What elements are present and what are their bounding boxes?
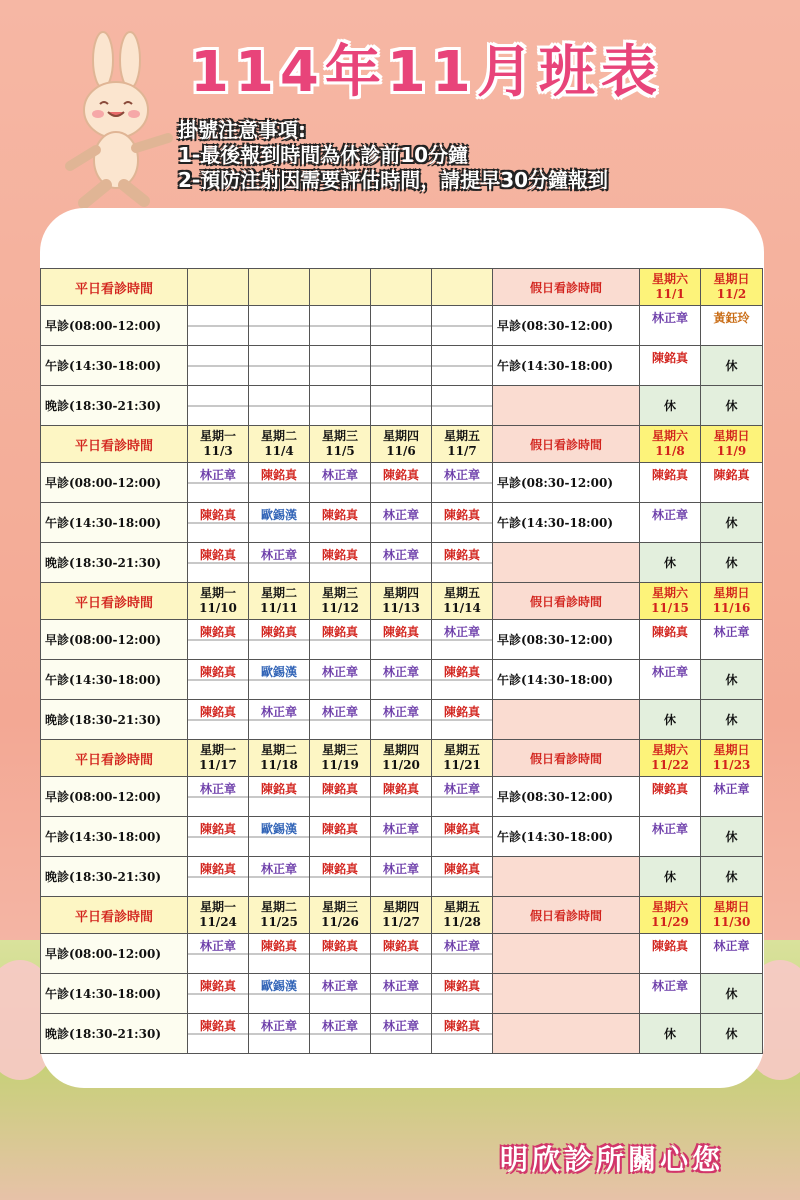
weekday-doctor-cell: 陳銘真 [432,1014,493,1054]
weekend-date-cell: 星期日 11/23 [701,740,763,777]
weekday-date-cell: 星期二 11/11 [249,583,310,620]
shift-label: 晚診(18:30-21:30) [41,700,188,740]
weekday-doctor-cell: 林正章 [432,463,493,503]
weekend-doctor-cell: 林正章 [640,817,701,857]
weekend-doctor-cell: 林正章 [640,503,701,543]
weekday-doctor-cell: 林正章 [371,503,432,543]
weekend-rest-cell: 休 [640,857,701,897]
holiday-shift-label: 早診(08:30-12:00) [493,620,640,660]
bunny-mascot-icon [58,30,178,210]
weekday-doctor-cell: 陳銘真 [310,817,371,857]
weekday-doctor-cell [371,306,432,346]
weekday-doctor-cell [371,346,432,386]
weekday-doctor-cell: 林正章 [188,777,249,817]
weekend-date-cell: 星期日 11/30 [701,897,763,934]
weekday-date-cell: 星期一 11/24 [188,897,249,934]
weekday-doctor-cell: 陳銘真 [432,700,493,740]
weekday-doctor-cell: 陳銘真 [249,934,310,974]
weekday-date-cell: 星期五 11/28 [432,897,493,934]
shift-label: 早診(08:00-12:00) [41,463,188,503]
weekday-doctor-cell: 林正章 [188,463,249,503]
weekday-doctor-cell: 歐錫漢 [249,503,310,543]
weekday-doctor-cell [432,386,493,426]
weekend-doctor-cell: 陳銘真 [640,934,701,974]
weekend-doctor-cell: 陳銘真 [640,346,701,386]
shift-label: 早診(08:00-12:00) [41,620,188,660]
weekday-doctor-cell: 陳銘真 [432,543,493,583]
shift-row-afternoon [41,346,763,386]
weekday-doctor-cell: 陳銘真 [249,620,310,660]
shift-row-morning [41,777,763,817]
weekend-rest-cell: 休 [701,817,763,857]
weekend-rest-cell: 休 [701,346,763,386]
weekend-rest-cell: 休 [701,386,763,426]
weekday-hours-header: 平日看診時間 [41,897,188,934]
weekday-doctor-cell: 林正章 [432,620,493,660]
shift-row-afternoon [41,974,763,1014]
page-title: 114年11月班表 [190,40,663,105]
weekend-date-cell: 星期日 11/16 [701,583,763,620]
weekday-doctor-cell: 林正章 [188,934,249,974]
schedule-table [40,268,763,1054]
weekday-date-cell: 星期五 11/21 [432,740,493,777]
holiday-hours-header: 假日看診時間 [493,426,640,463]
weekday-doctor-cell: 林正章 [432,934,493,974]
weekend-rest-cell: 休 [701,660,763,700]
weekday-date-cell: 星期二 11/4 [249,426,310,463]
weekend-rest-cell: 休 [640,1014,701,1054]
weekday-doctor-cell [310,346,371,386]
weekday-doctor-cell: 林正章 [310,463,371,503]
weekday-doctor-cell: 陳銘真 [188,700,249,740]
shift-label: 午診(14:30-18:00) [41,660,188,700]
shift-row-morning [41,934,763,974]
week-header-row [41,740,763,777]
weekend-doctor-cell: 陳銘真 [640,777,701,817]
weekday-doctor-cell [432,306,493,346]
weekday-date-cell [188,269,249,306]
weekday-doctor-cell [432,346,493,386]
weekend-date-cell: 星期六 11/22 [640,740,701,777]
weekday-doctor-cell [249,306,310,346]
weekday-hours-header: 平日看診時間 [41,583,188,620]
week-header-row [41,426,763,463]
shift-label: 晚診(18:30-21:30) [41,386,188,426]
weekday-hours-header: 平日看診時間 [41,269,188,306]
weekday-date-cell [310,269,371,306]
weekday-doctor-cell [249,346,310,386]
weekday-date-cell [432,269,493,306]
weekday-doctor-cell: 歐錫漢 [249,817,310,857]
notes-line-1: 1-最後報到時間為休診前10分鐘 [178,143,469,167]
holiday-shift-empty [493,543,640,583]
weekday-doctor-cell: 林正章 [249,857,310,897]
holiday-shift-label: 午診(14:30-18:00) [493,660,640,700]
shift-label: 早診(08:00-12:00) [41,306,188,346]
weekend-rest-cell: 休 [640,386,701,426]
weekday-date-cell: 星期二 11/18 [249,740,310,777]
week-header-row [41,897,763,934]
weekday-date-cell: 星期三 11/5 [310,426,371,463]
weekday-doctor-cell: 林正章 [432,777,493,817]
weekday-doctor-cell: 陳銘真 [249,777,310,817]
weekend-doctor-cell: 林正章 [701,620,763,660]
weekend-rest-cell: 休 [701,503,763,543]
weekday-doctor-cell [188,346,249,386]
weekday-doctor-cell: 陳銘真 [188,543,249,583]
shift-label: 午診(14:30-18:00) [41,503,188,543]
weekday-doctor-cell: 陳銘真 [371,934,432,974]
holiday-shift-label: 早診(08:30-12:00) [493,777,640,817]
weekend-rest-cell: 休 [701,543,763,583]
weekend-date-cell: 星期六 11/8 [640,426,701,463]
shift-row-evening [41,386,763,426]
weekend-doctor-cell: 陳銘真 [701,463,763,503]
weekday-date-cell: 星期五 11/7 [432,426,493,463]
weekday-doctor-cell: 林正章 [249,543,310,583]
holiday-shift-label: 早診(08:30-12:00) [493,306,640,346]
weekday-doctor-cell: 陳銘真 [371,777,432,817]
weekday-date-cell: 星期一 11/3 [188,426,249,463]
weekday-doctor-cell: 林正章 [371,660,432,700]
weekend-doctor-cell: 林正章 [640,660,701,700]
weekday-doctor-cell [188,386,249,426]
weekday-doctor-cell: 陳銘真 [188,660,249,700]
weekday-doctor-cell: 林正章 [310,700,371,740]
weekday-doctor-cell: 陳銘真 [432,817,493,857]
weekday-doctor-cell: 陳銘真 [188,817,249,857]
weekday-doctor-cell: 林正章 [310,1014,371,1054]
weekday-doctor-cell [249,386,310,426]
holiday-shift-label: 午診(14:30-18:00) [493,346,640,386]
week-header-row [41,269,763,306]
weekday-doctor-cell: 陳銘真 [432,857,493,897]
shift-label: 早診(08:00-12:00) [41,934,188,974]
holiday-shift-empty [493,857,640,897]
holiday-shift-empty [493,974,640,1014]
weekend-rest-cell: 休 [640,700,701,740]
weekend-doctor-cell: 林正章 [701,934,763,974]
holiday-shift-empty [493,934,640,974]
weekday-doctor-cell: 林正章 [371,817,432,857]
weekday-date-cell: 星期三 11/26 [310,897,371,934]
weekday-doctor-cell: 林正章 [371,700,432,740]
holiday-shift-empty [493,386,640,426]
registration-notes [178,118,778,193]
weekday-doctor-cell: 林正章 [249,1014,310,1054]
shift-row-morning [41,620,763,660]
shift-row-evening [41,1014,763,1054]
shift-row-evening [41,543,763,583]
weekday-doctor-cell: 歐錫漢 [249,660,310,700]
shift-label: 午診(14:30-18:00) [41,974,188,1014]
weekend-rest-cell: 休 [701,857,763,897]
weekday-doctor-cell: 林正章 [310,974,371,1014]
holiday-shift-label: 午診(14:30-18:00) [493,503,640,543]
weekend-rest-cell: 休 [701,1014,763,1054]
weekday-doctor-cell: 陳銘真 [432,660,493,700]
weekend-doctor-cell: 陳銘真 [640,463,701,503]
weekday-doctor-cell: 林正章 [310,660,371,700]
shift-row-evening [41,857,763,897]
notes-line-2: 2-預防注射因需要評估時間，請提早30分鐘報到 [178,168,609,192]
weekday-doctor-cell [310,386,371,426]
weekend-doctor-cell: 林正章 [640,306,701,346]
shift-row-afternoon [41,660,763,700]
shift-label: 晚診(18:30-21:30) [41,1014,188,1054]
weekday-doctor-cell: 林正章 [371,974,432,1014]
weekend-date-cell: 星期六 11/29 [640,897,701,934]
weekend-date-cell: 星期六 11/15 [640,583,701,620]
clinic-footer: 明欣診所關心您 [500,1143,725,1176]
shift-row-morning [41,306,763,346]
weekday-date-cell: 星期三 11/19 [310,740,371,777]
weekday-doctor-cell: 歐錫漢 [249,974,310,1014]
shift-row-afternoon [41,817,763,857]
weekend-doctor-cell: 林正章 [640,974,701,1014]
weekday-doctor-cell: 陳銘真 [310,857,371,897]
shift-row-evening [41,700,763,740]
weekday-doctor-cell: 林正章 [371,857,432,897]
weekday-doctor-cell: 陳銘真 [432,974,493,1014]
weekday-doctor-cell: 陳銘真 [188,857,249,897]
weekday-date-cell: 星期四 11/13 [371,583,432,620]
weekday-doctor-cell: 陳銘真 [310,543,371,583]
weekday-doctor-cell: 陳銘真 [188,1014,249,1054]
weekday-doctor-cell: 陳銘真 [249,463,310,503]
weekday-doctor-cell: 陳銘真 [310,934,371,974]
notes-heading: 掛號注意事項: [178,118,306,142]
weekday-date-cell: 星期二 11/25 [249,897,310,934]
weekday-date-cell: 星期五 11/14 [432,583,493,620]
weekday-doctor-cell: 林正章 [249,700,310,740]
weekday-doctor-cell: 陳銘真 [371,463,432,503]
weekend-date-cell: 星期日 11/9 [701,426,763,463]
weekday-doctor-cell: 陳銘真 [371,620,432,660]
weekday-date-cell: 星期一 11/17 [188,740,249,777]
holiday-shift-empty [493,700,640,740]
holiday-shift-label: 午診(14:30-18:00) [493,817,640,857]
weekday-hours-header: 平日看診時間 [41,426,188,463]
shift-label: 午診(14:30-18:00) [41,817,188,857]
weekday-doctor-cell: 林正章 [371,543,432,583]
shift-row-morning [41,463,763,503]
weekday-date-cell [371,269,432,306]
weekday-date-cell: 星期四 11/27 [371,897,432,934]
weekend-rest-cell: 休 [640,543,701,583]
shift-label: 早診(08:00-12:00) [41,777,188,817]
weekday-date-cell: 星期四 11/20 [371,740,432,777]
weekday-date-cell: 星期四 11/6 [371,426,432,463]
weekday-date-cell: 星期一 11/10 [188,583,249,620]
weekend-doctor-cell: 林正章 [701,777,763,817]
shift-label: 晚診(18:30-21:30) [41,857,188,897]
shift-label: 午診(14:30-18:00) [41,346,188,386]
weekday-doctor-cell: 陳銘真 [188,620,249,660]
weekend-rest-cell: 休 [701,700,763,740]
shift-row-afternoon [41,503,763,543]
weekday-doctor-cell: 陳銘真 [432,503,493,543]
holiday-hours-header: 假日看診時間 [493,269,640,306]
weekday-doctor-cell [371,386,432,426]
weekend-doctor-cell: 黃鈺玲 [701,306,763,346]
shift-label: 晚診(18:30-21:30) [41,543,188,583]
weekend-date-cell: 星期日 11/2 [701,269,763,306]
weekend-doctor-cell: 陳銘真 [640,620,701,660]
weekend-rest-cell: 休 [701,974,763,1014]
holiday-hours-header: 假日看診時間 [493,583,640,620]
holiday-hours-header: 假日看診時間 [493,897,640,934]
holiday-shift-empty [493,1014,640,1054]
weekday-doctor-cell: 陳銘真 [310,503,371,543]
weekday-doctor-cell [188,306,249,346]
weekday-doctor-cell: 陳銘真 [188,974,249,1014]
week-header-row [41,583,763,620]
holiday-hours-header: 假日看診時間 [493,740,640,777]
weekday-date-cell [249,269,310,306]
weekday-hours-header: 平日看診時間 [41,740,188,777]
weekday-doctor-cell: 陳銘真 [310,777,371,817]
weekend-date-cell: 星期六 11/1 [640,269,701,306]
weekday-doctor-cell: 陳銘真 [188,503,249,543]
weekday-doctor-cell [310,306,371,346]
weekday-date-cell: 星期三 11/12 [310,583,371,620]
weekday-doctor-cell: 陳銘真 [310,620,371,660]
weekday-doctor-cell: 林正章 [371,1014,432,1054]
holiday-shift-label: 早診(08:30-12:00) [493,463,640,503]
